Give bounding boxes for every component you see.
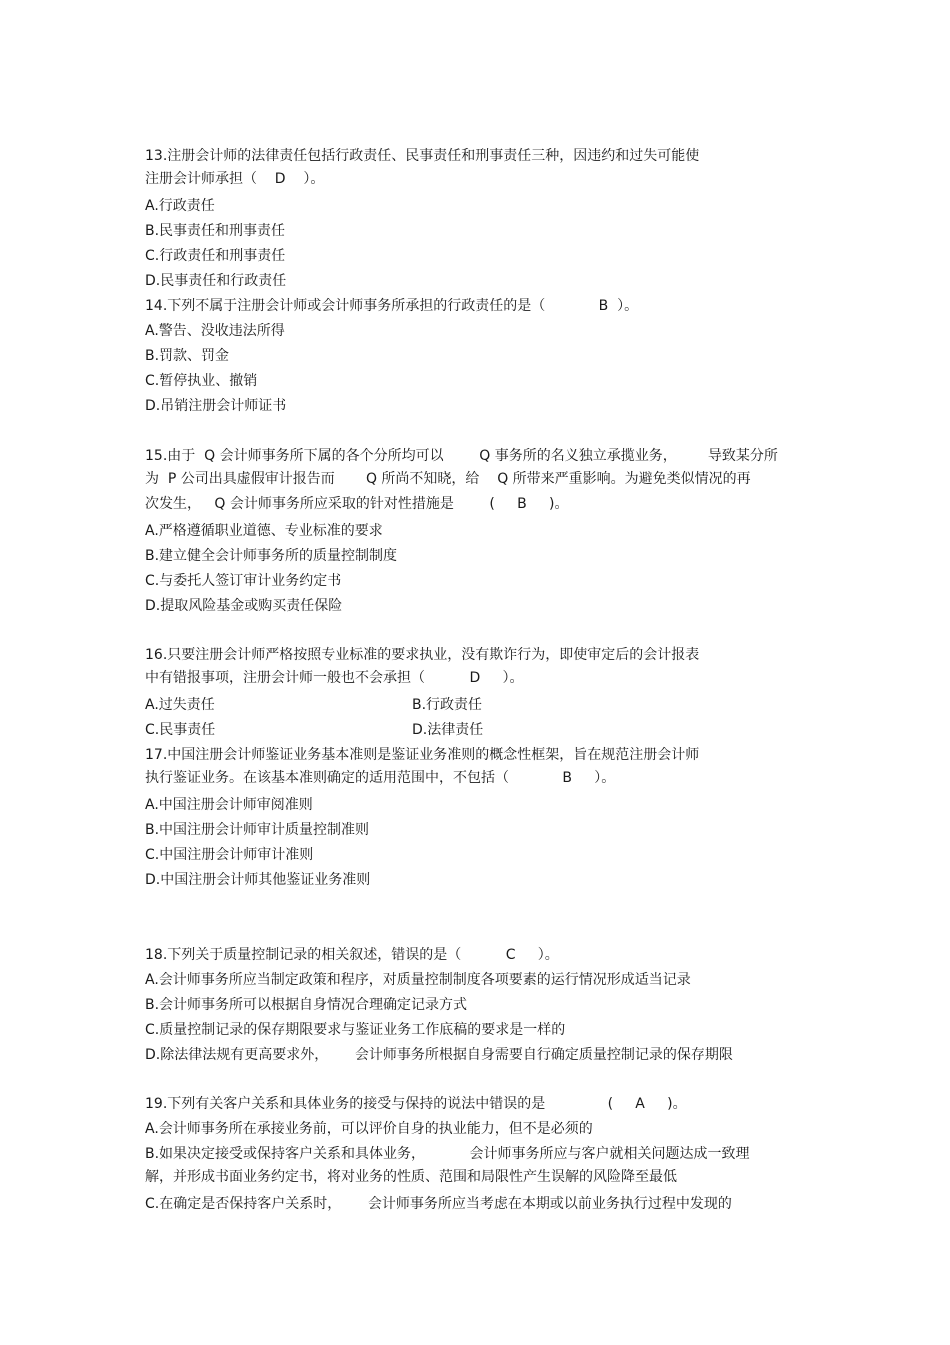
q15-stem-line1: 15.由于 Q 会计师事务所下属的各个分所均可以 Q 事务所的名义独立承揽业务， 导致某分所 [145, 448, 778, 464]
q15-stem-line3: 次发生， Q 会计师事务所应采取的针对性措施是 ( B )。 [145, 496, 569, 512]
q16-option-d: D.法律责任 [412, 722, 484, 738]
q18-option-d: D.除法律法规有更高要求外， 会计师事务所根据自身需要自行确定质量控制记录的保存期限 [145, 1047, 733, 1063]
q18-option-c: C.质量控制记录的保存期限要求与鉴证业务工作底稿的要求是一样的 [145, 1022, 566, 1038]
q15-stem-line2: 为 P 公司出具虚假审计报告而 Q 所尚不知晓，给 Q 所带来严重影响。为避免类似情况的再 [145, 471, 751, 487]
q15-option-b: B.建立健全会计师事务所的质量控制制度 [145, 548, 398, 564]
q19-option-c-line1: C.在确定是否保持客户关系时， 会计师事务所应当考虑在本期或以前业务执行过程中发现的 [145, 1196, 732, 1212]
q17-option-b: B.中国注册会计师审计质量控制准则 [145, 822, 370, 838]
q14-option-a: A.警告、没收违法所得 [145, 323, 285, 339]
q15-option-d: D.提取风险基金或购买责任保险 [145, 598, 343, 614]
q15-option-a: A.严格遵循职业道德、专业标准的要求 [145, 523, 383, 539]
q13-option-a: A.行政责任 [145, 198, 215, 214]
q13-stem-line1: 13.注册会计师的法律责任包括行政责任、民事责任和刑事责任三种，因违约和过失可能使 [145, 148, 700, 164]
q19-stem-line1: 19.下列有关客户关系和具体业务的接受与保持的说法中错误的是 ( A )。 [145, 1096, 687, 1112]
q13-option-d: D.民事责任和行政责任 [145, 273, 287, 289]
q14-option-c: C.暂停执业、撤销 [145, 373, 258, 389]
q17-option-d: D.中国注册会计师其他鉴证业务准则 [145, 872, 371, 888]
q16-option-c: C.民事责任 [145, 722, 216, 738]
q13-option-c: C.行政责任和刑事责任 [145, 248, 286, 264]
q18-option-b: B.会计师事务所可以根据自身情况合理确定记录方式 [145, 997, 468, 1013]
q18-option-a: A.会计师事务所应当制定政策和程序，对质量控制制度各项要素的运行情况形成适当记录 [145, 972, 691, 988]
q16-stem-line2: 中有错报事项，注册会计师一般也不会承担（ D ）。 [145, 670, 524, 686]
q16-option-a: A.过失责任 [145, 697, 215, 713]
q16-option-b: B.行政责任 [412, 697, 483, 713]
q15-option-c: C.与委托人签订审计业务约定书 [145, 573, 342, 589]
q19-option-a: A.会计师事务所在承接业务前，可以评价自身的执业能力，但不是必须的 [145, 1121, 593, 1137]
q17-option-a: A.中国注册会计师审阅准则 [145, 797, 313, 813]
q19-option-b-line2: 解，并形成书面业务约定书，将对业务的性质、范围和局限性产生误解的风险降至最低 [145, 1169, 677, 1185]
q19-option-b-line1: B.如果决定接受或保持客户关系和具体业务， 会计师事务所应与客户就相关问题达成一致理 [145, 1146, 750, 1162]
q17-stem-line1: 17.中国注册会计师鉴证业务基本准则是鉴证业务准则的概念性框架，旨在规范注册会计师 [145, 747, 700, 763]
q17-option-c: C.中国注册会计师审计准则 [145, 847, 314, 863]
q14-option-d: D.吊销注册会计师证书 [145, 398, 287, 414]
q13-option-b: B.民事责任和刑事责任 [145, 223, 286, 239]
q17-stem-line2: 执行鉴证业务。在该基本准则确定的适用范围中，不包括（ B ）。 [145, 770, 616, 786]
q14-stem-line1: 14.下列不属于注册会计师或会计师事务所承担的行政责任的是（ B ）。 [145, 298, 639, 314]
q14-option-b: B.罚款、罚金 [145, 348, 230, 364]
q16-stem-line1: 16.只要注册会计师严格按照专业标准的要求执业，没有欺诈行为，即使审定后的会计报表 [145, 647, 700, 663]
q18-stem-line1: 18.下列关于质量控制记录的相关叙述，错误的是（ C ）。 [145, 947, 559, 963]
q13-stem-line2: 注册会计师承担（ D ）。 [145, 171, 325, 187]
